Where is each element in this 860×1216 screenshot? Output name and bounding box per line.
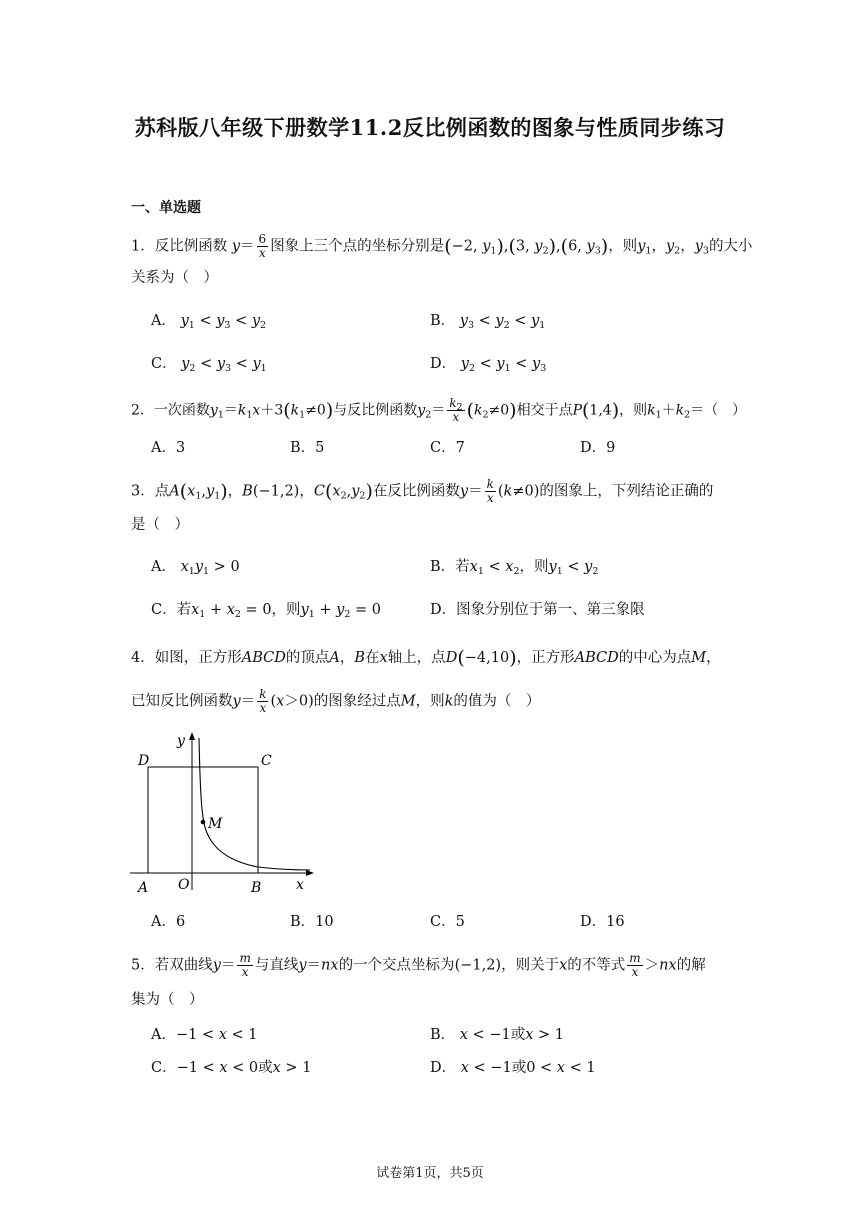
fraction-m-over-x: $\frac{m}{x}$ <box>239 951 251 979</box>
fraction-6-over-x: $\frac{6}{x}$ <box>258 232 267 260</box>
q4-option-a[interactable]: A．6 <box>151 914 186 930</box>
q1-option-a[interactable]: A． $y_1 < y_3 < y_2$ <box>151 313 267 331</box>
q5-option-a[interactable]: A．−1 < x < 1 <box>151 1027 258 1043</box>
q4-option-b[interactable]: B．10 <box>290 914 334 930</box>
q2-option-a[interactable]: A．3 <box>151 440 186 456</box>
q4-option-c[interactable]: C．5 <box>430 914 465 930</box>
q1-option-c[interactable]: C． $y_2 < y_3 < y_1$ <box>151 356 267 374</box>
q1-option-d[interactable]: D． $y_2 < y_1 < y_3$ <box>430 356 547 374</box>
q3-option-c[interactable]: C．若$x_1 + x_2 = 0$，则$y_1 + y_2 = 0$ <box>151 602 382 620</box>
q5-option-d[interactable]: D． x < −1或0 < x < 1 <box>430 1060 596 1076</box>
fraction-k-over-x-q4: $\frac{k}{x}$ <box>259 687 267 715</box>
q5-option-b[interactable]: B． x < −1或x > 1 <box>430 1027 564 1043</box>
q5-option-c[interactable]: C．−1 < x < 0或x > 1 <box>151 1060 312 1076</box>
question-1: 1．反比例函数 y＝ $\frac{6}{x}$ 图象上三个点的坐标分别是(−2, $y_1),(3$, $y_2),(6$, $y_3$)，则$y_1$，$y_2$，$y_3$的大小 <box>131 232 753 260</box>
q3-option-a[interactable]: A． $x_1y_1 > 0$ <box>151 559 240 577</box>
question-5: 5．若双曲线y＝ $\frac{m}{x}$ 与直线y＝nx的一个交点坐标为(−1,2)，则关于x的不等式 $\frac{m}{x}$ ＞nx的解 <box>131 951 706 979</box>
q3-option-b[interactable]: B．若$x_1 < x_2$，则$y_1 < y_2$ <box>430 559 599 577</box>
label-a: A <box>138 880 149 896</box>
question-5-cont: 集为（ ） <box>131 992 204 1008</box>
q2-option-d[interactable]: D．9 <box>580 440 616 456</box>
q3-option-d[interactable]: D．图象分别位于第一、第三象限 <box>430 602 645 618</box>
fraction-m-over-x-2: $\frac{m}{x}$ <box>629 951 641 979</box>
q2-option-c[interactable]: C．7 <box>430 440 465 456</box>
q4-option-d[interactable]: D．16 <box>580 914 625 930</box>
label-y: y <box>177 733 185 749</box>
q2-option-b[interactable]: B．5 <box>290 440 325 456</box>
square-hyperbola-figure <box>130 728 320 896</box>
label-m: M <box>208 816 223 832</box>
question-2: 2．一次函数$y_1=k_1x+3(k_1\ne 0)$与反比例函数$y_2=$ $\frac{k_2}{x}$ $(k_2\ne 0)$相交于点P(1,4)，则$k_1+k_2=$（ ） <box>131 396 747 424</box>
page-footer: 试卷第1页，共5页 <box>376 1166 484 1181</box>
question-3-cont: 是（ ） <box>131 517 189 533</box>
label-o: O <box>178 877 190 893</box>
question-3: 3．点$A(x_1,y_1)$，B(−1,2)，$C(x_2,y_2)$在反比例函数y＝ $\frac{k}{x}$ (k≠0)的图象上，下列结论正确的 <box>131 477 714 505</box>
q1-option-b[interactable]: B． $y_3 < y_2 < y_1$ <box>430 313 546 331</box>
fraction-k-over-x: $\frac{k}{x}$ <box>486 477 494 505</box>
question-4: 4．如图，正方形ABCD的顶点A，B在x轴上，点D(−4,10)，正方形ABCD的中心为点M， <box>131 647 721 669</box>
label-d: D <box>138 753 150 769</box>
fraction-k2-over-x: $\frac{k_2}{x}$ <box>449 396 463 424</box>
label-c: C <box>261 753 272 769</box>
question-1-cont: 关系为（ ） <box>131 270 218 286</box>
label-x: x <box>296 877 304 893</box>
question-4-cont: 已知反比例函数y＝ $\frac{k}{x}$ (x＞0)的图象经过点M，则k的值为（ ） <box>131 687 541 715</box>
section-heading: 一、单选题 <box>131 200 201 216</box>
page-title: 苏科版八年级下册数学11.2反比例函数的图象与性质同步练习 <box>134 115 726 140</box>
label-b: B <box>251 880 262 896</box>
